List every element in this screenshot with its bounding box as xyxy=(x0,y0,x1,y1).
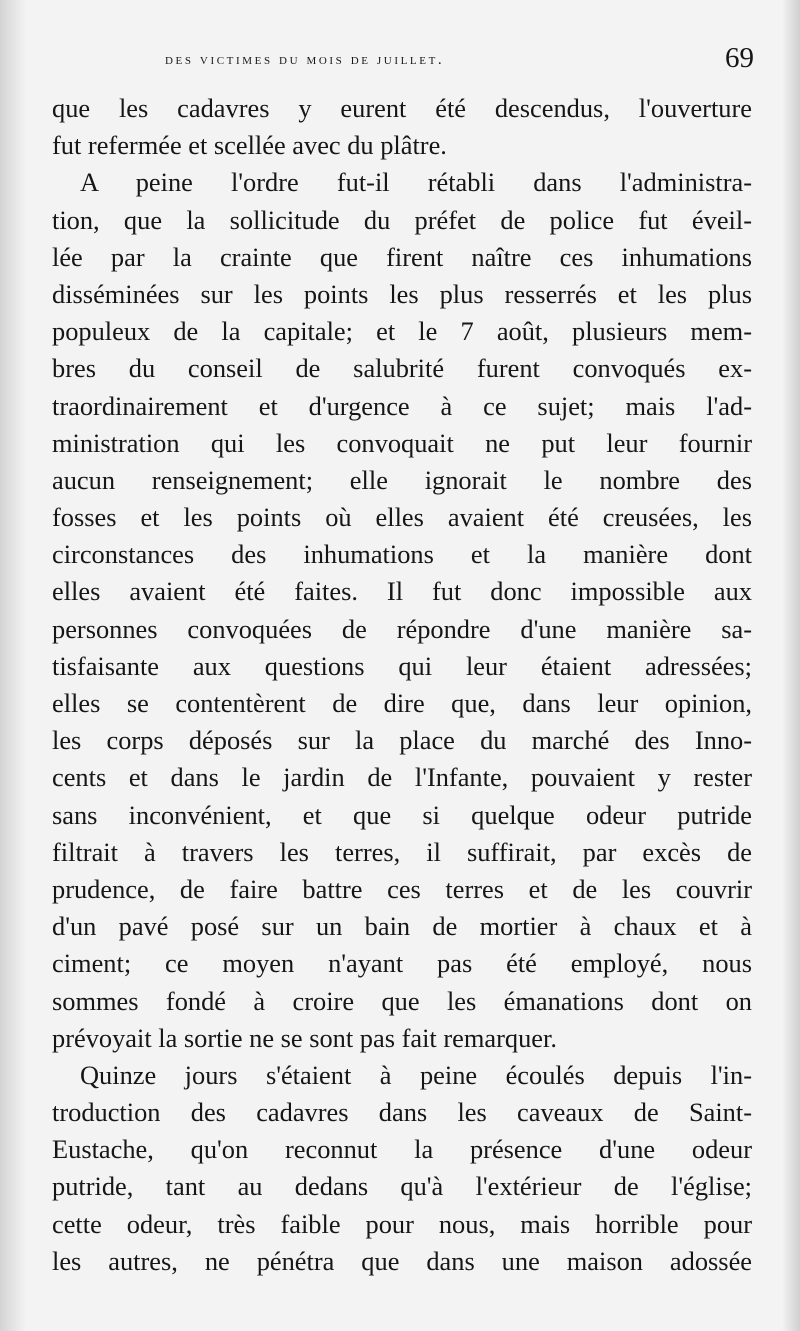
text-line: personnes convoquées de répondre d'une manière sa- xyxy=(52,613,752,644)
text-line: tisfaisante aux questions qui leur étaient adressées; xyxy=(52,650,752,681)
text-line: Quinze jours s'étaient à peine écoulés depuis l'in- xyxy=(80,1059,752,1090)
text-line: lée par la crainte que firent naître ces inhumations xyxy=(52,241,752,272)
text-line: tion, que la sollicitude du préfet de police fut éveil- xyxy=(52,204,752,235)
text-line: que les cadavres y eurent été descendus, l'ouverture xyxy=(52,93,752,123)
text-line: d'un pavé posé sur un bain de mortier à chaux et à xyxy=(52,911,752,942)
text-line: fosses et les points où elles avaient été creusées, les xyxy=(52,502,752,533)
text-line: elles avaient été faites. Il fut donc impossible aux xyxy=(52,576,752,607)
text-line: troduction des cadavres dans les caveaux de Saint- xyxy=(52,1097,752,1128)
text-line: les autres, ne pénétra que dans une maison adossée xyxy=(52,1245,752,1276)
text-line: cents et dans le jardin de l'Infante, pouvaient y rester xyxy=(52,762,752,793)
text-line: fut refermée et scellée avec du plâtre. xyxy=(52,130,447,161)
running-header xyxy=(50,42,762,82)
text-line: les corps déposés sur la place du marché des Inno- xyxy=(52,725,752,756)
text-line: ciment; ce moyen n'ayant pas été employé, nous xyxy=(52,948,752,979)
text-line: ministration qui les convoquait ne put leur fournir xyxy=(52,427,752,458)
text-line: traordinairement et d'urgence à ce sujet; mais l'ad- xyxy=(52,390,752,421)
text-line: aucun renseignement; elle ignorait le nombre des xyxy=(52,464,752,495)
text-line: prévoyait la sortie ne se sont pas fait remarquer. xyxy=(52,1022,557,1053)
text-line: Eustache, qu'on reconnut la présence d'une odeur xyxy=(52,1134,752,1165)
text-line: populeux de la capitale; et le 7 août, plusieurs mem- xyxy=(52,316,752,347)
running-title: des victimes du mois de juillet. xyxy=(165,52,445,68)
text-line: putride, tant au dedans qu'à l'extérieur de l'église; xyxy=(52,1171,752,1202)
text-line: elles se contentèrent de dire que, dans leur opinion, xyxy=(52,688,752,718)
page-number: 69 xyxy=(725,42,754,74)
text-line: prudence, de faire battre ces terres et de les couvrir xyxy=(52,873,752,904)
text-line: filtrait à travers les terres, il suffirait, par excès de xyxy=(52,836,752,867)
text-line: cette odeur, très faible pour nous, mais horrible pour xyxy=(52,1208,752,1239)
text-line: sans inconvénient, et que si quelque odeur putride xyxy=(52,799,752,830)
text-line: A peine l'ordre fut-il rétabli dans l'administra- xyxy=(80,167,752,198)
text-line: sommes fondé à croire que les émanations dont on xyxy=(52,985,752,1016)
text-line: disséminées sur les points les plus resserrés et les plus xyxy=(52,278,752,309)
text-line: bres du conseil de salubrité furent convoqués ex- xyxy=(52,353,752,384)
text-body xyxy=(52,90,752,1280)
text-line: circonstances des inhumations et la manière dont xyxy=(52,539,752,570)
